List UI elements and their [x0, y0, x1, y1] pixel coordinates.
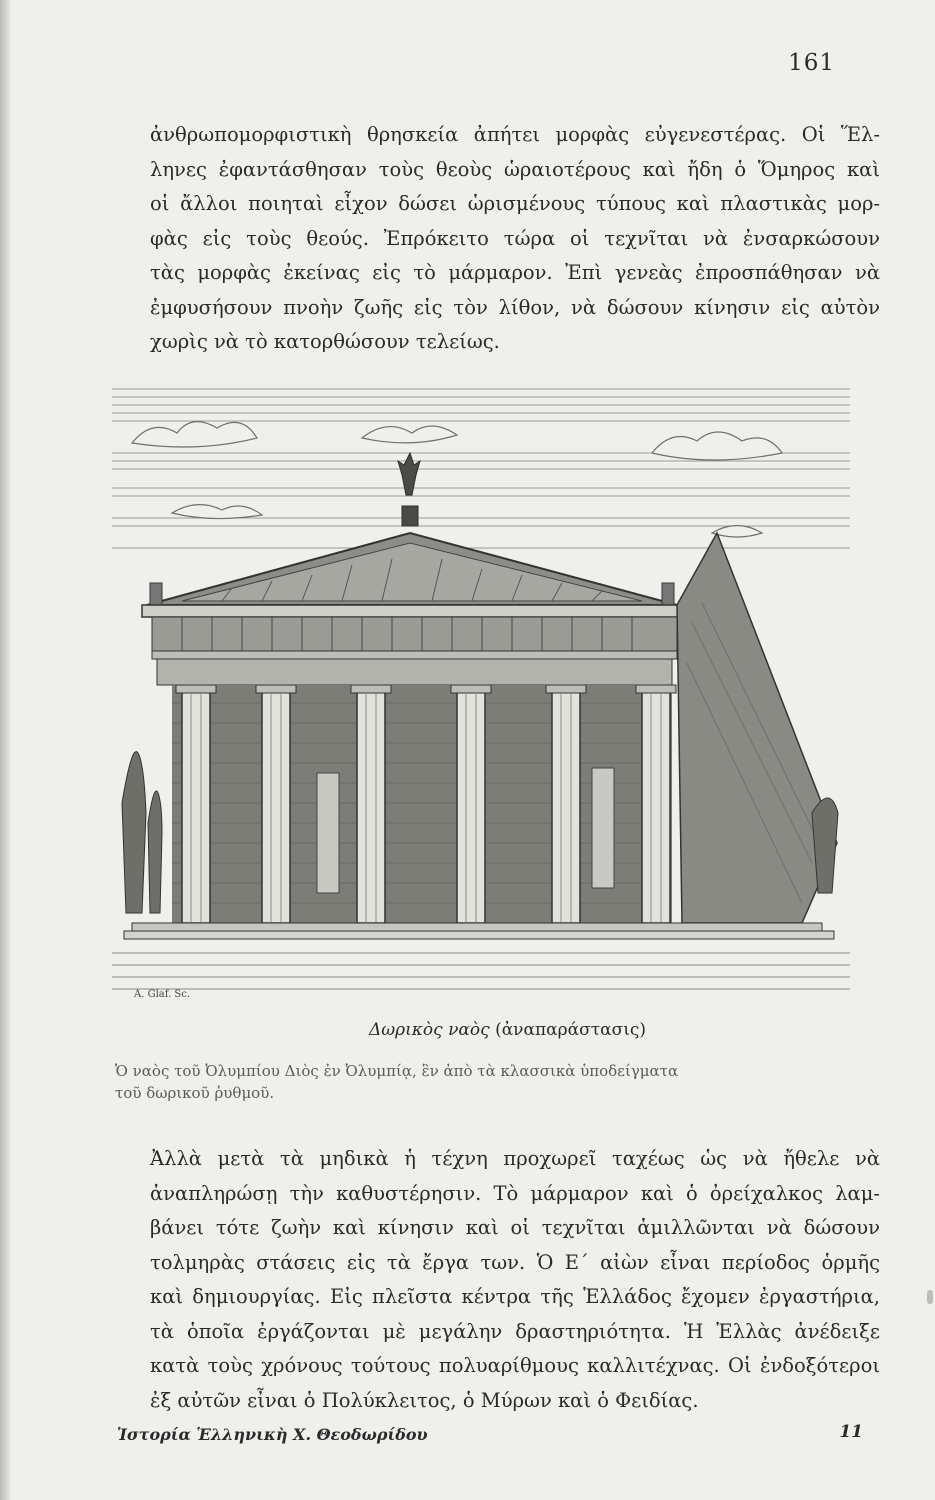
paper-spot: [927, 1290, 933, 1304]
text-line: βάνει τότε ζωὴν καὶ κίνησιν καὶ οἱ τεχνῖται ἁμιλλῶνται νὰ δώσουν: [150, 1216, 880, 1239]
text-line: τὰ ὁποῖα ἐργάζονται μὲ μεγάλην δραστηριότητα. Ἡ Ἑλλὰς ἀνέδειξε: [150, 1319, 880, 1343]
footer-signature-number: 11: [839, 1422, 863, 1442]
text-line: χωρὶς νὰ τὸ κατορθώσουν τελείως.: [150, 330, 500, 353]
text-line: ἀναπληρώσῃ τὴν καθυστέρησιν. Τὸ μάρμαρον καὶ ὁ ὀρείχαλκος λαμ-: [150, 1181, 880, 1205]
text-line: κατὰ τοὺς χρόνους τούτους πολυαρίθμους καλλιτέχνας. Οἱ ἐνδοξότεροι: [150, 1354, 880, 1377]
engraver-signature: A. Glaf. Sc.: [134, 989, 191, 1000]
text-line: φὰς εἰς τοὺς θεούς. Ἐπρόκειτο τώρα οἱ τεχνῖται νὰ ἐνσαρκώσουν: [150, 226, 880, 250]
page-number: 161: [788, 50, 835, 76]
text-line: Ἀλλὰ μετὰ τὰ μηδικὰ ἡ τέχνη προχωρεῖ ταχέως ὡς νὰ ἤθελε νὰ: [150, 1147, 880, 1170]
temple-illustration: [112, 383, 850, 1001]
text-line: ληνες ἐφαντάσθησαν τοὺς θεοὺς ὡραιοτέρους καὶ ἤδη ὁ Ὅμηρος καὶ: [150, 157, 880, 181]
paragraph-main: [150, 1142, 880, 1418]
text-line: οἱ ἄλλοι ποιηταὶ εἶχον δώσει ὡρισμένους τύπους καὶ πλαστικὰς μορ-: [150, 192, 880, 215]
caption-line: τοῦ δωρικοῦ ῥυθμοῦ.: [115, 1084, 275, 1102]
caption-line: Ὁ ναὸς τοῦ Ὀλυμπίου Διὸς ἐν Ὀλυμπίᾳ, ἓν ἀπὸ τὰ κλασσικὰ ὑποδείγματα: [115, 1062, 679, 1080]
text-line: ἐμφυσήσουν πνοὴν ζωῆς εἰς τὸν λίθον, νὰ δώσουν κίνησιν εἰς αὐτὸν: [150, 295, 880, 319]
figure-caption-title: [0, 1020, 935, 1040]
page-edge-shadow: [0, 0, 10, 1500]
text-line: καὶ δημιουργίας. Εἰς πλεῖστα κέντρα τῆς Ἑλλάδος ἔχομεν ἐργαστήρια,: [150, 1285, 880, 1308]
caption-title-italic: Δωρικὸς ναὸς: [368, 1020, 490, 1040]
text-line: τολμηρὰς στάσεις εἰς τὰ ἔργα των. Ὁ Ε΄ αἰὼν εἶναι περίοδος ὁρμῆς: [150, 1250, 880, 1274]
footer-book-title: Ἱστορία Ἑλληνικὴ Χ. Θεοδωρίδου: [117, 1425, 428, 1444]
caption-title-paren: (ἀναπαράστασις): [495, 1020, 647, 1040]
text-line: ἐξ αὐτῶν εἶναι ὁ Πολύκλειτος, ὁ Μύρων καὶ ὁ Φειδίας.: [150, 1388, 699, 1412]
text-line: ἀνθρωπομορφιστικὴ θρησκεία ἀπήτει μορφὰς εὐγενεστέρας. Οἱ Ἕλ-: [150, 123, 880, 146]
text-line: τὰς μορφὰς ἐκείνας εἰς τὸ μάρμαρον. Ἐπὶ γενεὰς ἐπροσπάθησαν νὰ: [150, 261, 880, 284]
figure-caption-description: [115, 1060, 895, 1104]
paragraph-intro: [150, 118, 880, 360]
